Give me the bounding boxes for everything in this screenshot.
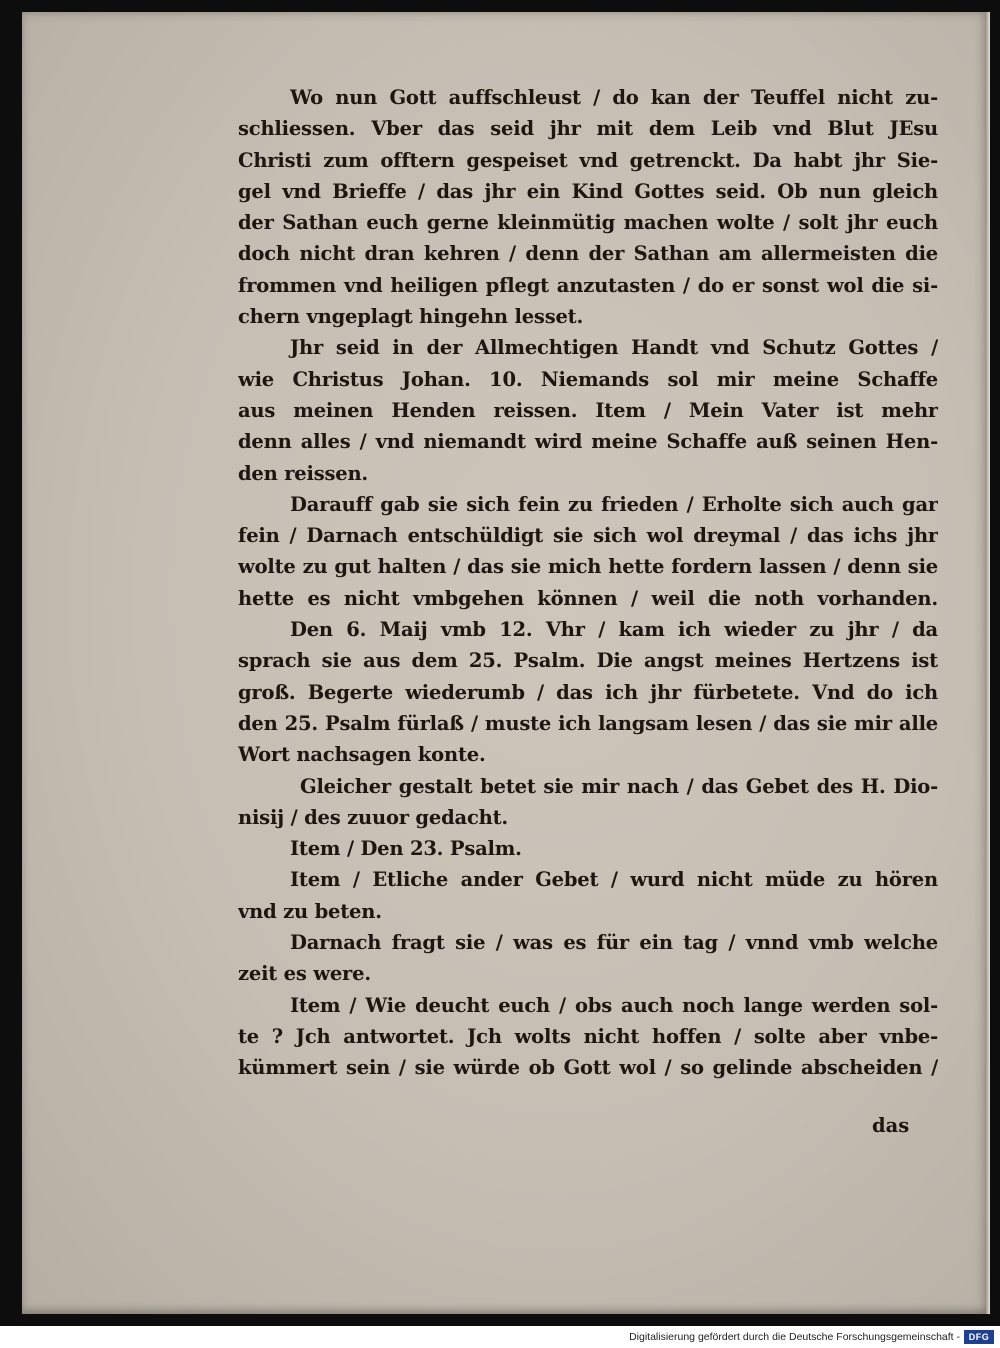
page-text [238,82,938,1084]
text-line: nisij / des zuuor gedacht. [238,805,508,829]
text-line: Darnach fragt sie / was es für ein tag / vnnd vmb welche [290,931,938,955]
page-edge [986,12,990,1314]
text-line: Item / Etliche ander Gebet / wurd nicht müde zu hören [290,868,938,892]
text-line: fein / Darnach entschüldigt sie sich wol dreymal / das ichs jhr [238,524,938,548]
footer-bar [0,1326,1000,1348]
text-line: chern vngeplagt hingehn lesset. [238,305,584,329]
text-line: hette es nicht vmbgehen können / weil die noth vorhanden. [238,586,938,610]
text-line: doch nicht dran kehren / denn der Sathan am allermeisten die [238,242,938,266]
text-line: Wort nachsagen konte. [238,743,486,767]
text-line: Item / Wie deucht euch / obs auch noch lange werden sol- [290,993,938,1017]
text-line: schliessen. Vber das seid jhr mit dem Leib vnd Blut JEsu [238,117,938,141]
text-line: wolte zu gut halten / das sie mich hette fordern lassen / denn sie [238,555,938,579]
text-line: vnd zu beten. [238,899,382,923]
text-line: Wo nun Gott auffschleust / do kan der Teuffel nicht zu- [290,86,938,109]
text-line: wie Christus Johan. 10. Niemands sol mir meine Schaffe [238,367,938,391]
text-line: Item / Den 23. Psalm. [290,837,522,861]
text-line: frommen vnd heiligen pflegt anzutasten / do er sonst wol die si- [238,273,938,297]
text-line: te ? Jch antwortet. Jch wolts nicht hoffen / solte aber vnbe- [238,1024,938,1048]
text-line: Christi zum offtern gespeiset vnd getrenckt. Da habt jhr Sie- [238,148,938,172]
text-line: Darauff gab sie sich fein zu frieden / Erholte sich auch gar [290,492,938,516]
text-line: groß. Begerte wiederumb / das ich jhr fürbetete. Vnd do ich [238,680,938,704]
text-line: der Sathan euch gerne kleinmütig machen wolte / solt jhr euch [238,211,938,235]
text-line: gel vnd Brieffe / das jhr ein Kind Gottes seid. Ob nun gleich [238,179,938,203]
dfg-logo: DFG [964,1330,994,1344]
text-line: zeit es were. [238,962,371,986]
funding-notice: Digitalisierung gefördert durch die Deutsche Forschungsgemeinschaft - [629,1331,960,1343]
text-line: denn alles / vnd niemandt wird meine Schaffe auß seinen Hen- [238,430,938,454]
text-line: aus meinen Henden reissen. Item / Mein Vater ist mehr [238,398,938,422]
text-line: den 25. Psalm fürlaß / muste ich langsam lesen / das sie mir alle [238,711,938,735]
text-line: sprach sie aus dem 25. Psalm. Die angst meines Hertzens ist [238,649,938,673]
text-line: Jhr seid in der Allmechtigen Handt vnd Schutz Gottes / [290,336,938,360]
text-line: Gleicher gestalt betet sie mir nach / das Gebet des H. Dio- [300,774,938,798]
text-line: den reissen. [238,461,369,485]
text-line: Den 6. Maij vmb 12. Vhr / kam ich wieder zu jhr / da [290,618,938,642]
text-line: kümmert sein / sie würde ob Gott wol / so gelinde abscheiden / [238,1056,938,1080]
catchword: das [872,1114,910,1137]
